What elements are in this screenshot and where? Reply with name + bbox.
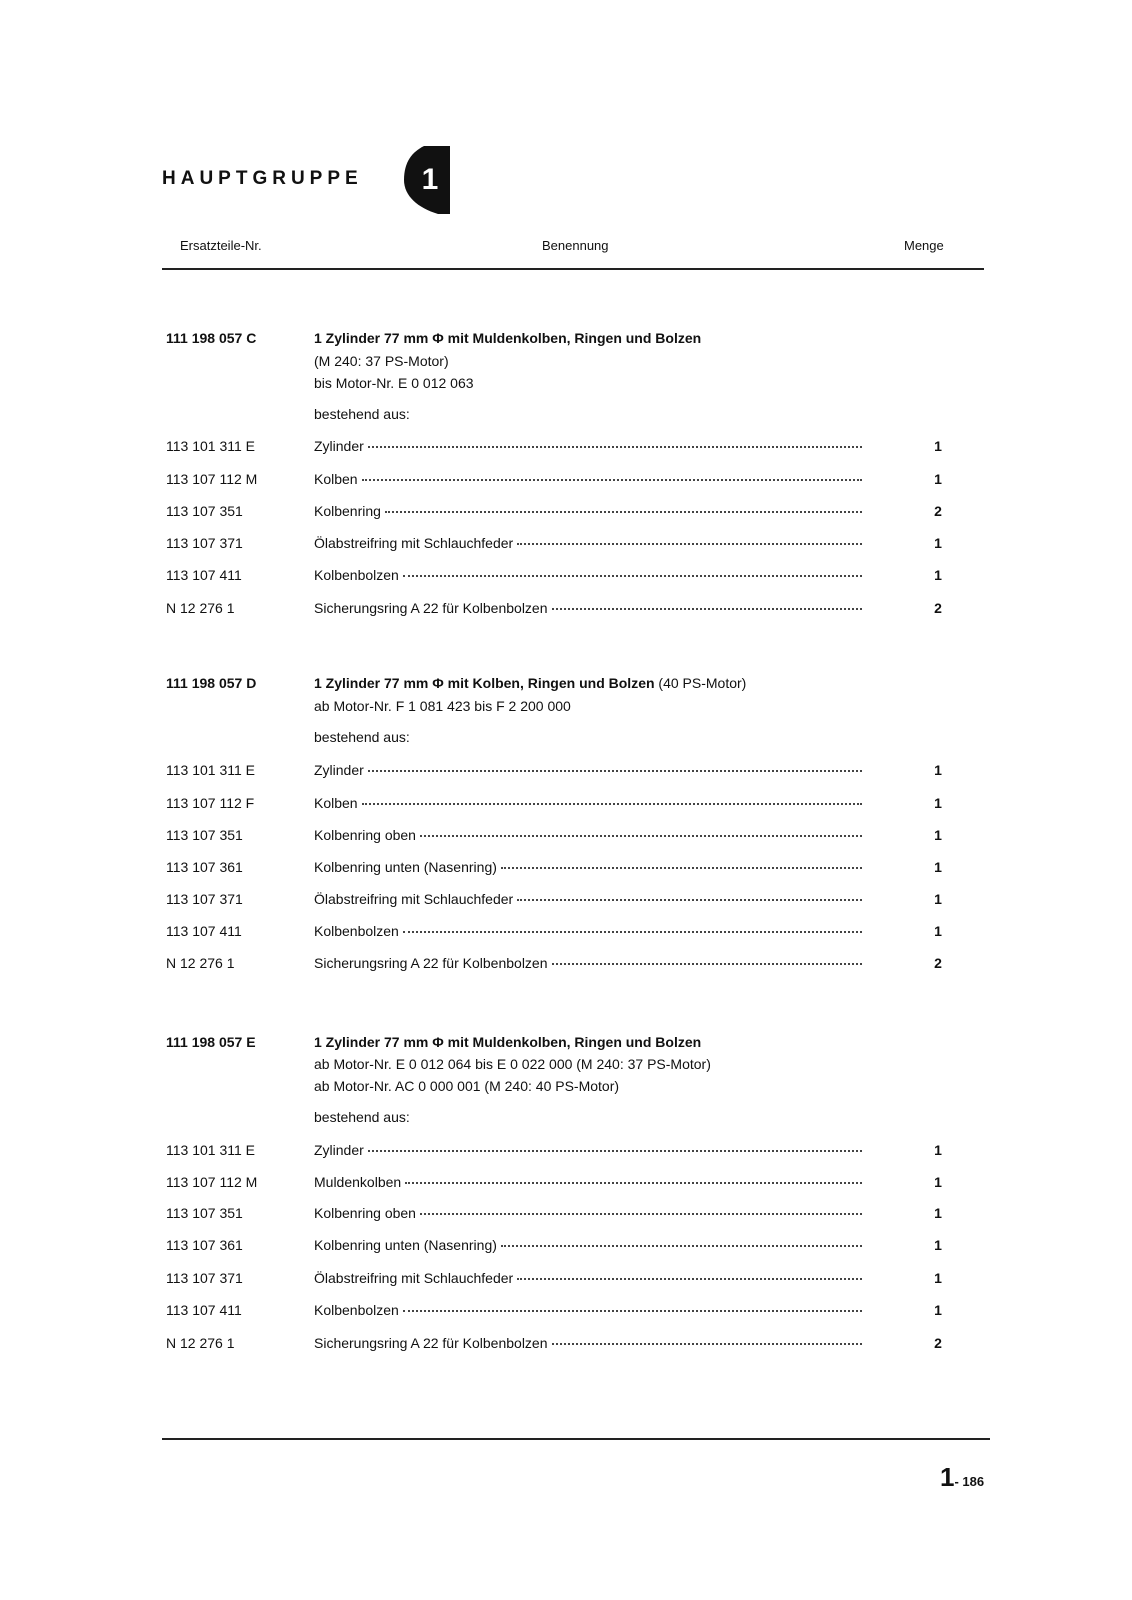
page-number-main: 1 xyxy=(940,1462,955,1492)
part-number: 113 107 112 F xyxy=(166,795,255,811)
part-name: Kolbenring oben xyxy=(314,1205,416,1221)
part-number: 113 107 351 xyxy=(166,827,243,843)
part-name: Kolbenring unten (Nasenring) xyxy=(314,1237,497,1253)
leader-dots xyxy=(501,1245,862,1247)
part-name: Ölabstreifring mit Schlauchfeder xyxy=(314,1270,514,1286)
part-name: Ölabstreifring mit Schlauchfeder xyxy=(314,535,514,551)
assembly-note: ab Motor-Nr. F 1 081 423 bis F 2 200 000 xyxy=(314,698,571,714)
assembly-title: 1 Zylinder 77 mm Φ mit Muldenkolben, Ringen und Bolzen xyxy=(314,1034,702,1050)
page-number-sub: - 186 xyxy=(954,1474,985,1489)
part-quantity: 1 xyxy=(934,762,942,778)
part-quantity: 2 xyxy=(934,600,942,616)
leader-dots xyxy=(517,1278,862,1280)
column-header-quantity: Menge xyxy=(904,238,944,253)
part-name: Kolben xyxy=(314,471,358,487)
part-number: 113 107 371 xyxy=(166,535,243,551)
leader-dots xyxy=(403,1310,862,1312)
assembly-part-number: 111 198 057 E xyxy=(166,1034,256,1050)
part-quantity: 1 xyxy=(934,438,942,454)
leader-dots xyxy=(517,899,862,901)
leader-dots xyxy=(368,446,862,448)
group-number-badge xyxy=(404,146,450,214)
footer-rule xyxy=(162,1438,990,1440)
part-name: Zylinder xyxy=(314,1142,364,1158)
part-name: Kolbenring xyxy=(314,503,381,519)
part-name: Kolben xyxy=(314,795,358,811)
part-quantity: 1 xyxy=(934,859,942,875)
assembly-title-suffix: (40 PS-Motor) xyxy=(658,675,747,691)
part-quantity: 1 xyxy=(934,923,942,939)
consists-of-label: bestehend aus: xyxy=(314,406,410,422)
consists-of-label: bestehend aus: xyxy=(314,1109,410,1125)
part-quantity: 1 xyxy=(934,1270,942,1286)
part-number: 113 101 311 E xyxy=(166,762,256,778)
group-number: 1 xyxy=(421,163,439,196)
part-number: 113 107 112 M xyxy=(166,471,258,487)
part-quantity: 2 xyxy=(934,1335,942,1351)
part-number: 113 107 411 xyxy=(166,923,242,939)
leader-dots xyxy=(420,835,862,837)
part-number: 113 101 311 E xyxy=(166,438,256,454)
part-name: Muldenkolben xyxy=(314,1174,402,1190)
assembly-note: ab Motor-Nr. AC 0 000 001 (M 240: 40 PS-Motor) xyxy=(314,1078,620,1094)
leader-dots xyxy=(552,1343,863,1345)
header-rule xyxy=(162,268,984,270)
part-number: 113 107 371 xyxy=(166,1270,243,1286)
column-header-name: Benennung xyxy=(542,238,609,253)
leader-dots xyxy=(405,1182,862,1184)
assembly-note: (M 240: 37 PS-Motor) xyxy=(314,353,449,369)
part-name: Zylinder xyxy=(314,762,364,778)
part-quantity: 1 xyxy=(934,1174,942,1190)
part-quantity: 1 xyxy=(934,471,942,487)
leader-dots xyxy=(420,1213,862,1215)
part-number: 113 107 371 xyxy=(166,891,243,907)
part-number: 113 107 351 xyxy=(166,503,243,519)
part-number: 113 107 361 xyxy=(166,859,243,875)
part-name: Ölabstreifring mit Schlauchfeder xyxy=(314,891,514,907)
group-label: HAUPTGRUPPE xyxy=(162,168,363,189)
part-number: N 12 276 1 xyxy=(166,600,235,616)
leader-dots xyxy=(552,608,863,610)
part-quantity: 1 xyxy=(934,1205,942,1221)
part-quantity: 2 xyxy=(934,503,942,519)
assembly-title: 1 Zylinder 77 mm Φ mit Kolben, Ringen und Bolzen xyxy=(314,675,655,691)
part-number: 113 101 311 E xyxy=(166,1142,256,1158)
part-name: Sicherungsring A 22 für Kolbenbolzen xyxy=(314,600,548,616)
assembly-part-number: 111 198 057 D xyxy=(166,675,257,691)
part-number: 113 107 411 xyxy=(166,1302,242,1318)
part-name: Zylinder xyxy=(314,438,364,454)
leader-dots xyxy=(368,770,862,772)
assembly-note: ab Motor-Nr. E 0 012 064 bis E 0 022 000 (M 240: 37 PS-Motor) xyxy=(314,1056,711,1072)
page-number xyxy=(940,1462,984,1493)
leader-dots xyxy=(385,511,862,513)
part-number: N 12 276 1 xyxy=(166,1335,235,1351)
part-number: 113 107 112 M xyxy=(166,1174,258,1190)
part-name: Kolbenring oben xyxy=(314,827,416,843)
consists-of-label: bestehend aus: xyxy=(314,729,410,745)
part-number: 113 107 411 xyxy=(166,567,242,583)
part-name: Kolbenbolzen xyxy=(314,1302,399,1318)
part-quantity: 1 xyxy=(934,795,942,811)
leader-dots xyxy=(362,479,862,481)
part-number: N 12 276 1 xyxy=(166,955,235,971)
part-quantity: 1 xyxy=(934,1237,942,1253)
leader-dots xyxy=(368,1150,862,1152)
part-number: 113 107 361 xyxy=(166,1237,243,1253)
part-quantity: 1 xyxy=(934,891,942,907)
leader-dots xyxy=(517,543,862,545)
assembly-note: bis Motor-Nr. E 0 012 063 xyxy=(314,375,474,391)
part-quantity: 2 xyxy=(934,955,942,971)
part-name: Kolbenbolzen xyxy=(314,923,399,939)
assembly-part-number: 111 198 057 C xyxy=(166,330,257,346)
part-number: 113 107 351 xyxy=(166,1205,243,1221)
assembly-title: 1 Zylinder 77 mm Φ mit Muldenkolben, Ringen und Bolzen xyxy=(314,330,702,346)
part-quantity: 1 xyxy=(934,827,942,843)
column-header-part-number: Ersatzteile-Nr. xyxy=(180,238,262,253)
part-name: Sicherungsring A 22 für Kolbenbolzen xyxy=(314,1335,548,1351)
part-quantity: 1 xyxy=(934,1142,942,1158)
leader-dots xyxy=(403,575,862,577)
leader-dots xyxy=(552,963,863,965)
part-quantity: 1 xyxy=(934,567,942,583)
part-quantity: 1 xyxy=(934,1302,942,1318)
leader-dots xyxy=(403,931,862,933)
part-name: Kolbenring unten (Nasenring) xyxy=(314,859,497,875)
leader-dots xyxy=(501,867,862,869)
part-quantity: 1 xyxy=(934,535,942,551)
part-name: Kolbenbolzen xyxy=(314,567,399,583)
leader-dots xyxy=(362,803,862,805)
part-name: Sicherungsring A 22 für Kolbenbolzen xyxy=(314,955,548,971)
